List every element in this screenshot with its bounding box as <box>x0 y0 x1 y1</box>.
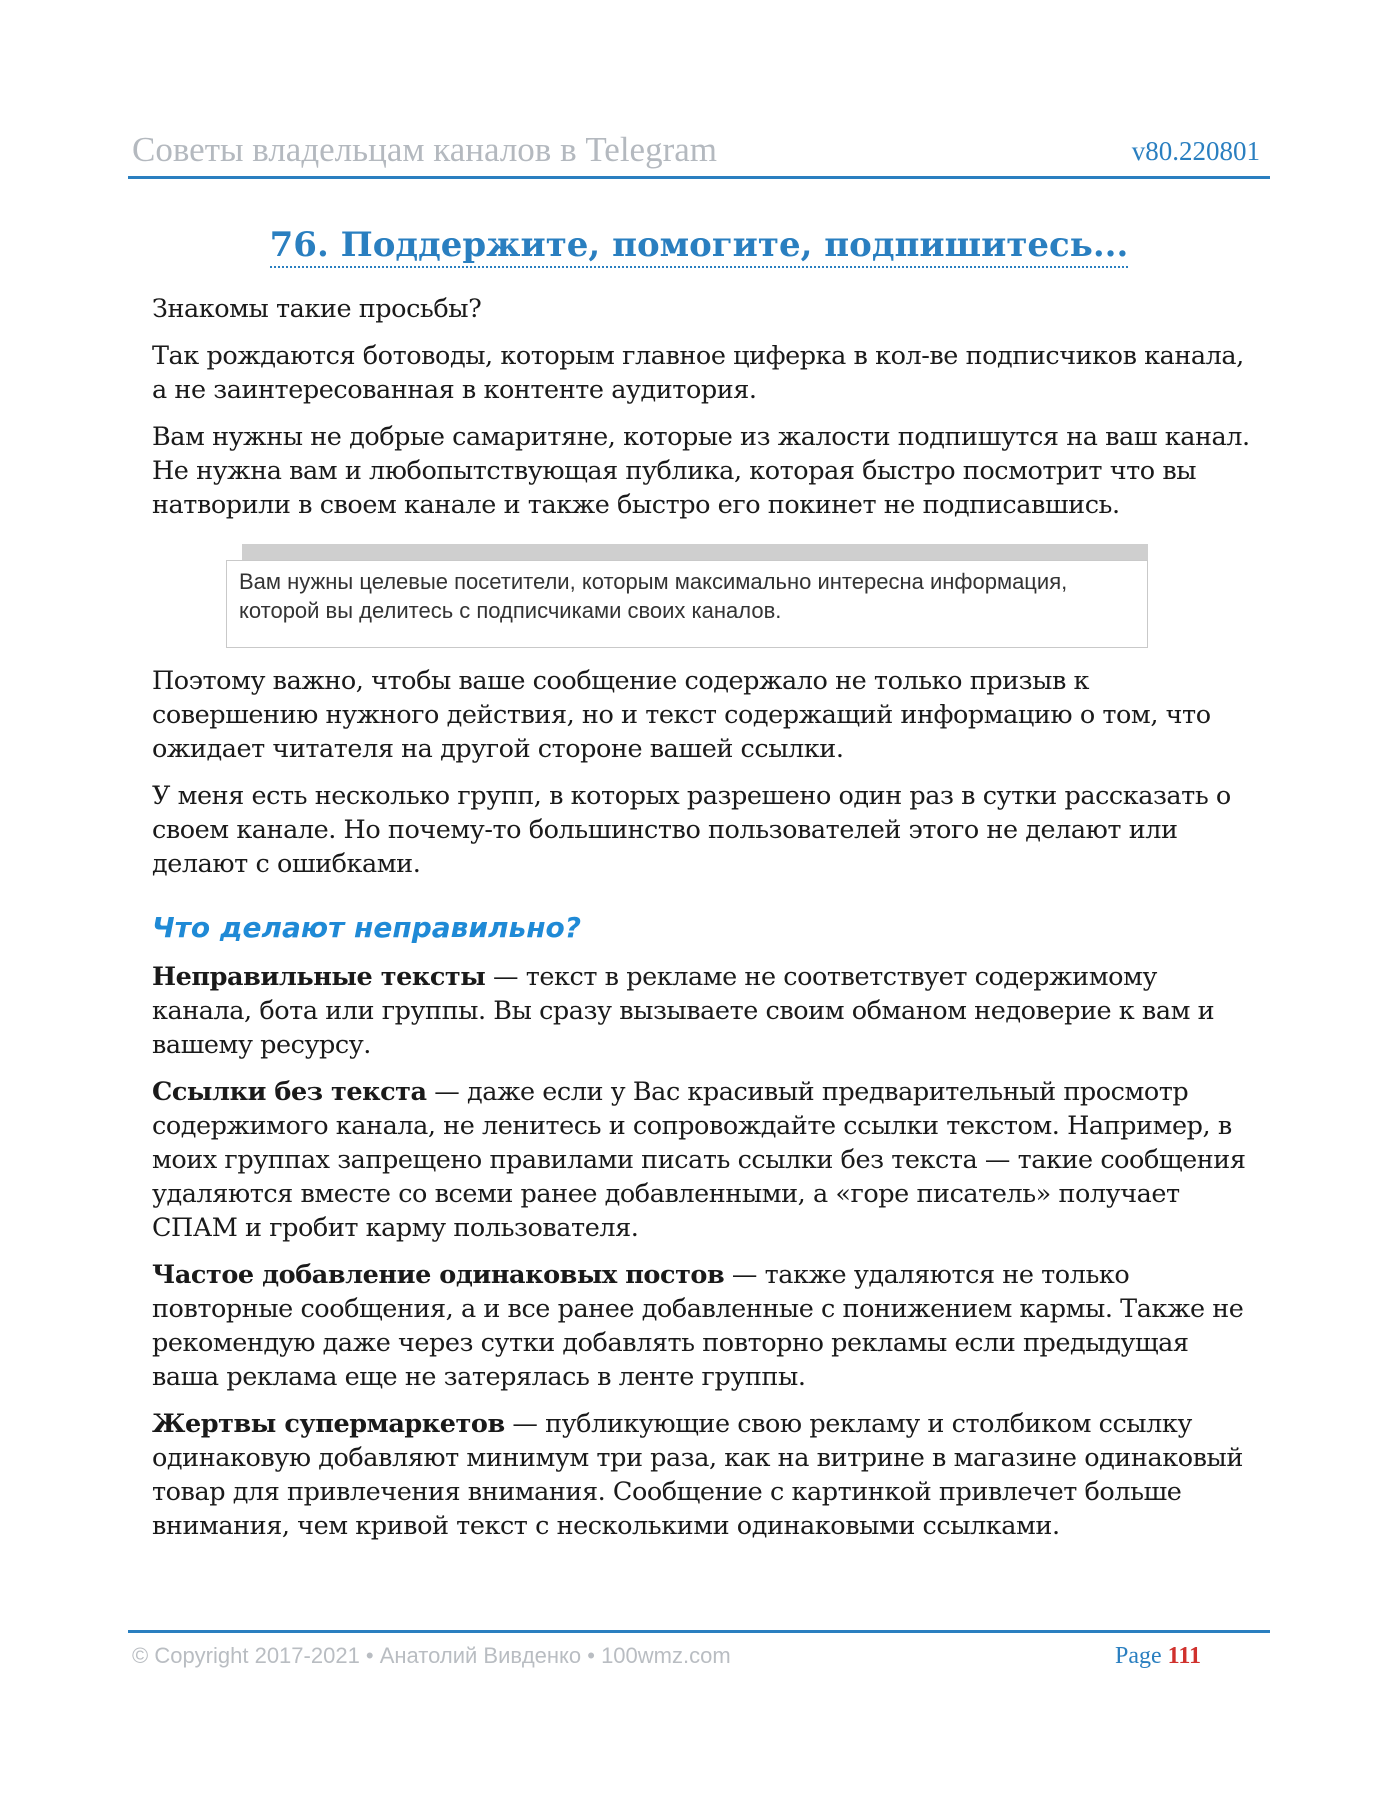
paragraph: Знакомы такие просьбы? <box>152 294 482 324</box>
list-item <box>152 1075 1262 1245</box>
list-item <box>152 960 1262 1062</box>
document-title: Советы владельцам каналов в Telegram <box>132 130 718 169</box>
list-item <box>152 1407 1262 1543</box>
page-number-value: 111 <box>1167 1643 1202 1669</box>
item-term: Ссылки без текста <box>152 1077 427 1107</box>
item-term: Неправильные тексты <box>152 962 486 992</box>
section-subheading: Что делают неправильно? <box>152 911 582 944</box>
page-label: Page <box>1115 1643 1162 1669</box>
page-header <box>128 128 1270 179</box>
page-content <box>152 292 1262 1556</box>
chapter-title-link[interactable]: 76. Поддержите, помогите, подпишитесь... <box>270 225 1129 268</box>
list-item <box>152 1258 1262 1394</box>
document-version: v80.220801 <box>1131 136 1260 166</box>
copyright-text: © Copyright 2017-2021 • Анатолий Вивденко • 100wmz.com <box>132 1643 731 1668</box>
callout-text: Вам нужны целевые посетители, которым максимально интересна информация, которой вы делитесь с подписчиками своих каналов. <box>226 560 1148 648</box>
paragraph: У меня есть несколько групп, в которых разрешено один раз в сутки рассказать о своем канале. Но почему-то большинство пользователей этого не делают или делают с ошибками. <box>152 781 1231 879</box>
callout-box <box>226 544 1148 644</box>
item-term: Жертвы супермаркетов <box>152 1409 505 1439</box>
page-number <box>1115 1643 1201 1670</box>
page-footer <box>128 1630 1270 1669</box>
chapter-heading <box>128 225 1270 265</box>
item-text: — текст в рекламе не соответствует содержимому канала, бота или группы. Вы сразу вызываете своим обманом недоверие к вам и вашему ресурсу. <box>152 962 1215 1060</box>
item-term: Частое добавление одинаковых постов <box>152 1260 725 1290</box>
paragraph: Поэтому важно, чтобы ваше сообщение содержало не только призыв к совершению нужного действия, но и текст содержащий информацию о том, что ожидает читателя на другой стороне вашей ссылки. <box>152 666 1211 764</box>
item-text: — даже если у Вас красивый предварительный просмотр содержимого канала, не ленитесь и сопровождайте ссылки текстом. Например, в моих группах запрещено правилами писать ссылки без текста — такие сообщения удаляются вместе со всеми ранее добавленными, а «горе писатель» получает СПАМ и гробит карму пользователя. <box>152 1077 1246 1243</box>
item-text: — также удаляются не только повторные сообщения, а и все ранее добавленные с понижением кармы. Также не рекомендую даже через сутки добавлять повторно рекламы если предыдущая ваша реклама еще не затерялась в ленте группы. <box>152 1260 1244 1392</box>
paragraph: Так рождаются ботоводы, которым главное циферка в кол-ве подписчиков канала, а не заинтересованная в контенте аудитория. <box>152 341 1244 405</box>
item-text: — публикующие свою рекламу и столбиком ссылку одинаковую добавляют минимум три раза, как на витрине в магазине одинаковый товар для привлечения внимания. Сообщение с картинкой привлечет больше внимания, чем кривой текст с несколькими одинаковыми ссылками. <box>152 1409 1243 1541</box>
paragraph: Вам нужны не добрые самаритяне, которые из жалости подпишутся на ваш канал. Не нужна вам и любопытствующая публика, которая быстро посмотрит что вы натворили в своем канале и также быстро его покинет не подписавшись. <box>152 422 1250 520</box>
